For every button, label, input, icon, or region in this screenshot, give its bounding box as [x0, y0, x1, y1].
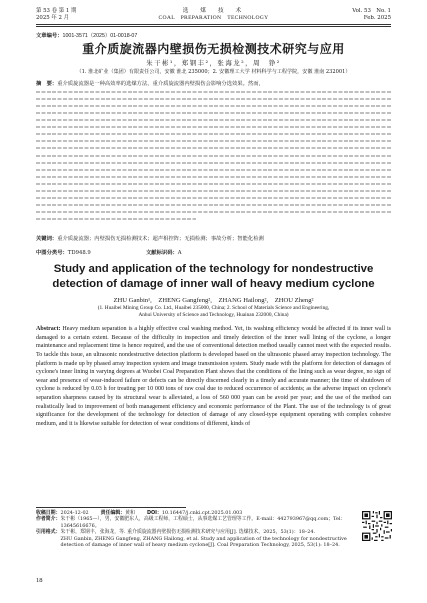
zh-abstract-line [36, 131, 391, 138]
en-authors: ZHU Ganbin¹, ZHENG Gangfeng², ZHANG Hailong², ZHOU Zheng² [113, 297, 314, 304]
zh-abstract-line [36, 102, 391, 109]
zh-abstract-line [36, 138, 391, 145]
page-number: 18 [36, 577, 43, 584]
running-header [36, 8, 391, 24]
en-affiliation: (1. Huaibei Mining Group Co. Ltd., Huaibei 235000, China; 2. School of Materials Science and Engineering, Anhui University of Science and Technology, Huainan 232000, China) [97, 305, 330, 319]
footnote-block [36, 510, 348, 548]
journal-name: 选 煤 技 术 COAL PREPARATION TECHNOLOGY [158, 8, 269, 21]
zh-abstract-line [36, 195, 391, 202]
zh-abstract-line [36, 166, 391, 173]
zh-abstract-line [36, 173, 391, 180]
zh-abstract-line [36, 159, 391, 166]
zh-title: 重介质旋流器内壁损伤无损检测技术研究与应用 [82, 42, 345, 56]
qr-code-icon[interactable] [362, 511, 392, 541]
article-number: 文章编号：1001-3571（2025）01-0018-07 [36, 33, 138, 39]
zh-authors: 朱干彬¹，郑钢丰²，张海龙²，周 铮² [146, 59, 281, 67]
zh-abstract-line [36, 145, 391, 152]
volume-issue-en: Vol. 53 No. 1 Feb. 2025 [352, 8, 391, 21]
zh-abstract-line [36, 124, 391, 131]
en-title: Study and application of the technology for nondestructive detection of damage of inner wall of heavy medium cyclone [52, 263, 375, 290]
footer-rule [36, 507, 186, 508]
zh-classification: 中图分类号：TD948.9 文献标识码：A [36, 250, 182, 256]
zh-abstract-line [36, 116, 391, 123]
zh-keywords: 关键词：重介质旋流器；内壁损伤无损检测技术；超声相控阵；无损检测；事故分析；智能化检测 [36, 236, 264, 242]
zh-abstract-line [36, 209, 391, 216]
citation-row: 引用格式： 朱干彬，郑钢丰，张海龙，等. 重介质旋流器内壁损伤无损检测技术研究与应用[J]. 选煤技术，2025，53(1)：18–24. ZHU Ganbin, ZHENG Gangfeng, ZHANG Hailong, et al. Study and application of the technology for nondestructive detection of damage of inner wall of heavy medium cyclone[J]. Coal Preparation Technology, 2025, 53(1): 18–24. [36, 529, 347, 549]
en-abstract: Abstract: Heavy medium separation is a highly effective coal washing method. Yet, its washing efficiency would be affected if its inner wall is damaged to a certain extent. Because of the difficulty in inspection and timely detection of the inner wall lining of the cyclone, a longer maintenance and replacement time is hence required, and the use of conventional detection method usually cannot meet with the expected results. To tackle this issue, an ultrasonic nondestructive detection platform is developed based on the ultrasonic phased array inspection technology. The platform is made up by phased array inspection system and image transmission system. Study made with the platform for detection of damages of cyclone's inner lining in varying degrees at Wuobei Coal Preparation Plant shows that the conditions of the lining such as wear degree, no sign of wear and presence of wear-induced failure or defects can be directly discerned clearly in a timely and accurate manner; the time of shutdown of cyclone is reduced by 0.03 h for treating per 10 000 tons of raw coal due to reduced occurrence of accidents; as the adverse impact on cyclone's separation sharpness caused by its structural wear is alleviated, a loss of 560 000 yuan can be avoid per year; and the use of the method can realistically lead to improvement of both management efficiency and economic performance of the Plant. The use of the technology is of great significance for the development of the technology for detection of damage of any closed-type equipment operating with complex cohesive medium, and it is likewise suitable for detection of wear conditions of different, kinds of [36, 326, 391, 427]
doc-code: 文献标识码：A [146, 250, 182, 256]
zh-abstract: 摘 要：重介质旋流器是一种高效率的选煤方法，重介质旋流器内壁损伤会影响分选效果。然而， [36, 81, 391, 223]
header-rule-double [36, 26, 391, 27]
zh-abstract-line [36, 152, 391, 159]
zh-abstract-line [36, 95, 391, 102]
zh-abstract-line [36, 187, 391, 194]
zh-abstract-line [36, 216, 391, 223]
zh-abstract-line [36, 88, 391, 95]
volume-issue: 第 53 卷 第 1 期 2025 年 2 月 [36, 8, 77, 21]
received-row: 收稿日期： 2024-12-02 责任编辑： 黄和 DOI： 10.16447/j.cnki.cpt.2025.01.003 [36, 510, 243, 516]
author-bio-row: 作者简介： 朱干彬（1965—），男，安徽肥东人，高级工程师，工程硕士，从事选煤工艺管理等工作。E-mail：442793967@qq.com；Tel：13645616676。 [36, 516, 346, 529]
zh-abstract-line [36, 202, 391, 209]
zh-abstract-line [36, 109, 391, 116]
zh-abstract-line [36, 180, 391, 187]
zh-affiliation: （1. 淮北矿业（集团）有限责任公司，安徽 淮北 235000；2. 安徽理工大学 材料科学与工程学院，安徽 淮南 232001） [76, 69, 351, 75]
